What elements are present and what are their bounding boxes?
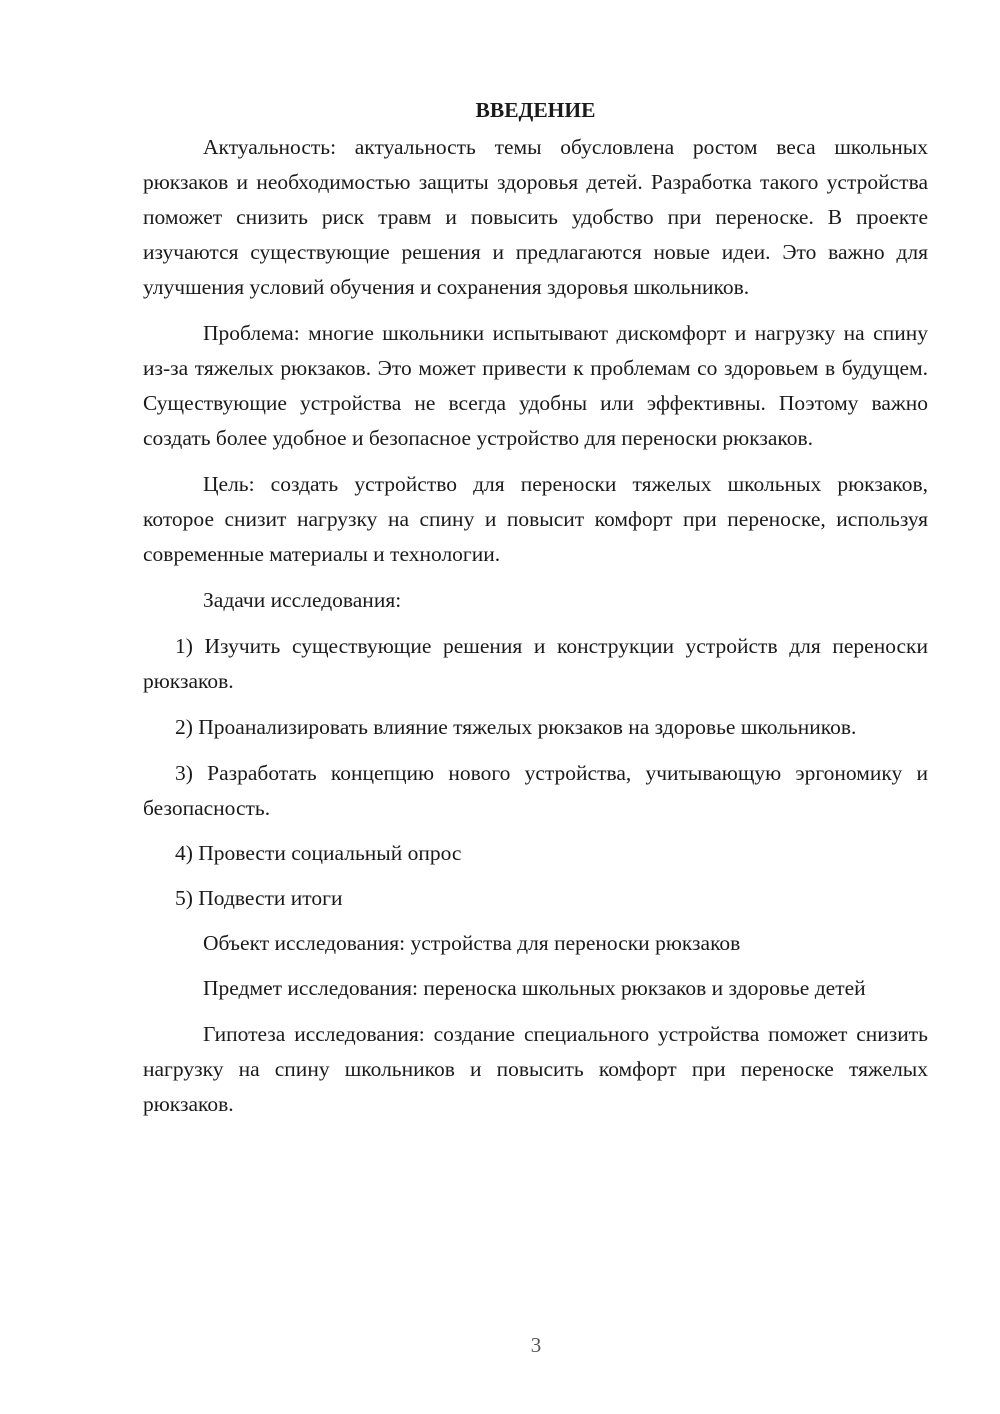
section-title: ВВЕДЕНИЕ bbox=[475, 98, 596, 122]
paragraph-problem: Проблема: многие школьники испытывают дискомфорт и нагрузку на спину из-за тяжелых рюкзаков. Это может привести к проблемам со здоровьем в будущем. Существующие устройства не всегда удобны или эффективны. Поэтому важно создать более удобное и безопасное устройство для переноски рюкзаков. bbox=[143, 321, 928, 450]
task-item-4: 4) Провести социальный опрос bbox=[175, 841, 462, 865]
paragraph-goal: Цель: создать устройство для переноски тяжелых школьных рюкзаков, которое снизит нагрузку на спину и повысит комфорт при переноске, используя современные материалы и технологии. bbox=[143, 472, 928, 566]
paragraph-tasks-heading: Задачи исследования: bbox=[203, 588, 402, 612]
task-item-3: 3) Разработать концепцию нового устройства, учитывающую эргономику и безопасность. bbox=[143, 761, 928, 820]
paragraph-subject: Предмет исследования: переноска школьных рюкзаков и здоровье детей bbox=[203, 976, 866, 1000]
paragraph-relevance: Актуальность: актуальность темы обусловлена ростом веса школьных рюкзаков и необходимостью защиты здоровья детей. Разработка такого устройства поможет снизить риск травм и повысить удобство при переноске. В проекте изучаются существующие решения и предлагаются новые идеи. Это важно для улучшения условий обучения и сохранения здоровья школьников. bbox=[143, 135, 928, 299]
task-item-2: 2) Проанализировать влияние тяжелых рюкзаков на здоровье школьников. bbox=[175, 715, 857, 739]
task-item-5: 5) Подвести итоги bbox=[175, 886, 343, 910]
document-body bbox=[143, 92, 928, 1122]
task-item-1: 1) Изучить существующие решения и конструкции устройств для переноски рюкзаков. bbox=[143, 634, 928, 693]
paragraph-hypothesis: Гипотеза исследования: создание специального устройства поможет снизить нагрузку на спину школьников и повысить комфорт при переноске тяжелых рюкзаков. bbox=[143, 1022, 928, 1116]
page-number: 3 bbox=[530, 1333, 542, 1357]
paragraph-object: Объект исследования: устройства для переноски рюкзаков bbox=[203, 931, 741, 955]
